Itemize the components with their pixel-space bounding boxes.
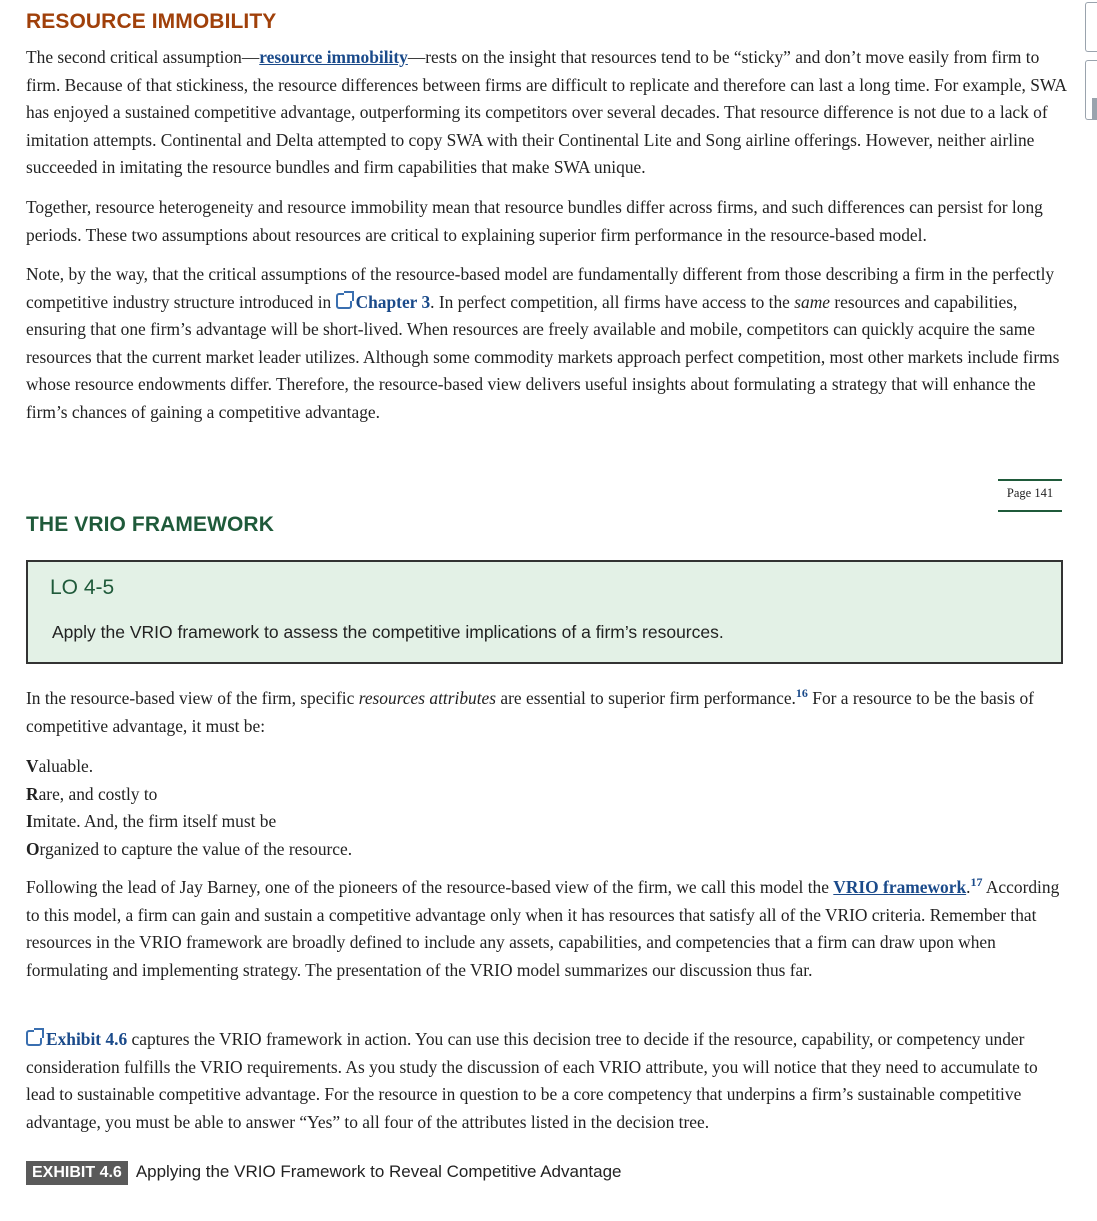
exhibit-caption bbox=[26, 1161, 622, 1185]
learning-objective-title: LO 4-5 bbox=[50, 576, 115, 599]
learning-objective-text: Apply the VRIO framework to assess the competitive implications of a firm’s resources. bbox=[52, 622, 724, 642]
external-link-icon bbox=[336, 293, 352, 309]
paragraph-resource-immobility: The second critical assumption—resource immobility—rests on the insight that resources tend to be “sticky” and don’t move easily from firm to firm. Because of that stickiness, the resource differences between firms are difficult to replicate and therefore can last a long time. For example, SWA has enjoyed a sustained competitive advantage, outperforming its competitors over several decades. That resource difference is not due to a lack of imitation attempts. Continental and Delta attempted to copy SWA with their Continental Lite and Song airline offerings. However, neither airline succeeded in imitating the resource bundles and firm capabilities that make SWA unique. bbox=[26, 47, 1066, 178]
paragraph-heterogeneity-immobility: Together, resource heterogeneity and resource immobility mean that resource bundles differ across firms, and such differences can persist for long periods. These two assumptions about resources are critical to explaining superior firm performance in the resource-based model. bbox=[26, 197, 1043, 245]
glossary-term-resource-immobility[interactable]: resource immobility bbox=[259, 47, 408, 67]
exhibit-4-6-link[interactable]: Exhibit 4.6 bbox=[26, 1029, 127, 1049]
learning-objective-box bbox=[26, 560, 1063, 664]
vrio-criteria-list bbox=[26, 753, 352, 863]
section-heading-resource-immobility: RESOURCE IMMOBILITY bbox=[26, 10, 277, 33]
list-item: Rare, and costly to bbox=[26, 783, 158, 804]
glossary-term-vrio-framework[interactable]: VRIO framework bbox=[833, 877, 967, 897]
list-item: Organized to capture the value of the resource. bbox=[26, 838, 353, 859]
exhibit-label: EXHIBIT 4.6 bbox=[26, 1161, 128, 1185]
chapter-3-link[interactable]: Chapter 3 bbox=[336, 292, 431, 312]
side-panel-tab-top[interactable] bbox=[1085, 2, 1097, 52]
side-tab-shadow bbox=[1092, 98, 1097, 120]
paragraph-perfect-competition: Note, by the way, that the critical assumptions of the resource-based model are fundamentally different from those describing a firm in the perfectly competitive industry structure introduced in Chapter 3. In perfect competition, all firms have access to the same resources and capabilities, ensuring that one firm’s advantage will be short-lived. When resources are freely available and mobile, competitors can quickly acquire the same resources that the current market leader utilizes. Although some commodity markets approach perfect competition, most other markets include firms whose resource endowments differ. Therefore, the resource-based view delivers useful insights about formulating a strategy that will enhance the firm’s chances of gaining a competitive advantage. bbox=[26, 264, 1060, 422]
exhibit-title: Applying the VRIO Framework to Reveal Competitive Advantage bbox=[135, 1162, 622, 1181]
section-heading-vrio-framework: THE VRIO FRAMEWORK bbox=[26, 513, 274, 536]
page-number-marker: Page 141 bbox=[998, 479, 1062, 512]
paragraph-jay-barney: Following the lead of Jay Barney, one of the pioneers of the resource-based view of the firm, we call this model the VRIO framework.$^{17}$ According to this model, a firm can gain and sustain a competitive advantage only when it has resources that satisfy all of the VRIO criteria. Remember that resources in the VRIO framework are broadly defined to include any assets, capabilities, and competencies that a firm can draw upon when formulating and implementing strategy. The presentation of the VRIO model summarizes our discussion thus far. bbox=[26, 875, 1060, 980]
list-item: Imitate. And, the firm itself must be bbox=[26, 811, 277, 832]
paragraph-exhibit-reference: Exhibit 4.6 captures the VRIO framework in action. You can use this decision tree to decide if the resource, capability, or competency under consideration fulfills the VRIO requirements. As you study the discussion of each VRIO attribute, you will notice that they need to accumulate to lead to sustainable competitive advantage. For the resource in question to be a core competency that underpins a firm’s sustainable competitive advantage, you must be able to answer “Yes” to all four of the attributes listed in the decision tree. bbox=[26, 1029, 1038, 1132]
footnote-16-link[interactable]: 16 bbox=[795, 686, 808, 700]
footnote-17-link[interactable]: 17 bbox=[970, 875, 983, 889]
list-item: Valuable. bbox=[26, 756, 94, 776]
external-link-icon bbox=[26, 1030, 42, 1046]
paragraph-resource-attributes: In the resource-based view of the firm, specific resources attributes are essential to superior firm performance.$^{16}$ For a resource to be the basis of competitive advantage, it must be: bbox=[26, 686, 1034, 736]
